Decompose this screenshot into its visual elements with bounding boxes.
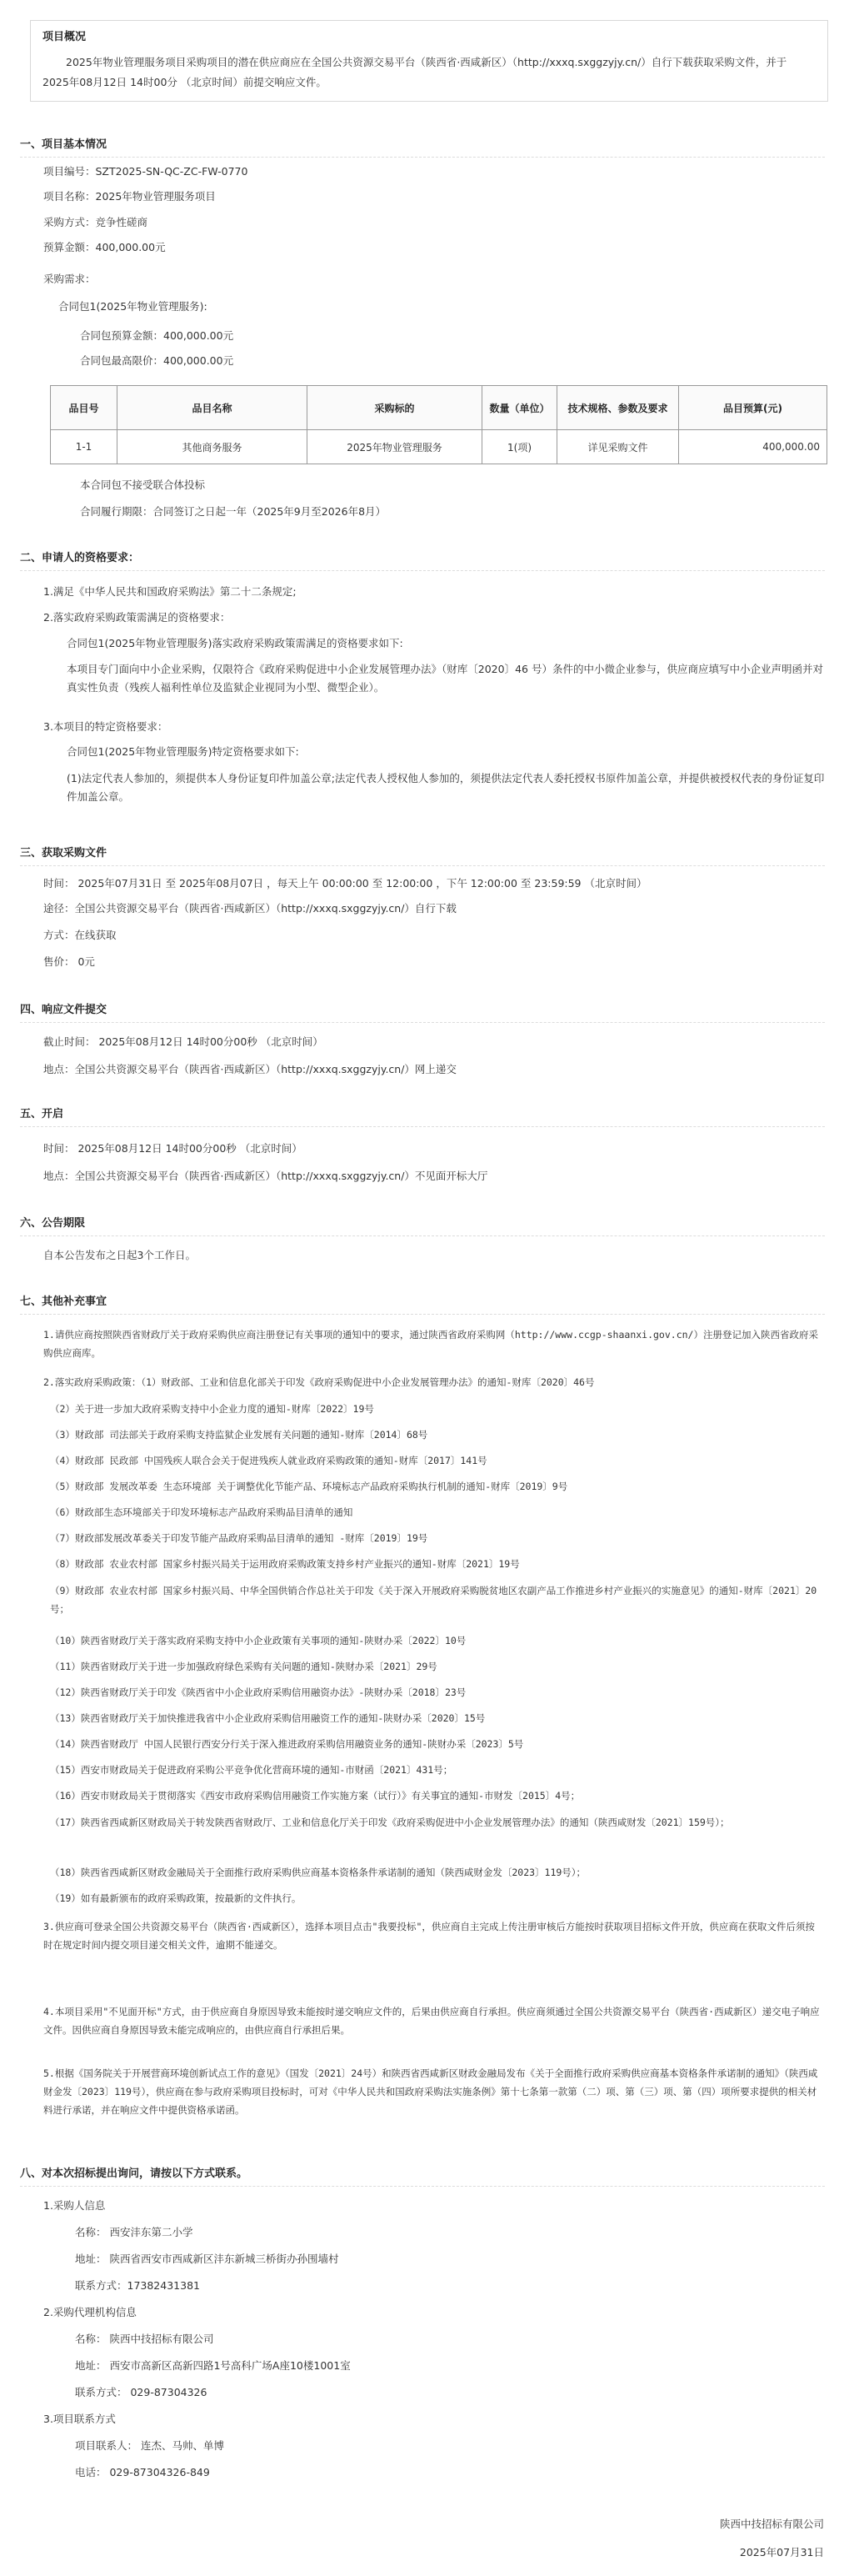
qualification-2: 2.落实政府采购政策需满足的资格要求：: [43, 611, 231, 624]
col-header-item-name: 品目名称: [117, 386, 307, 430]
opening-time: 时间： 2025年08月12日 14时00分00秒 （北京时间）: [43, 1142, 302, 1155]
obtain-way: 途径：全国公共资源交易平台（陕西省·西咸新区）（http://xxxq.sxggzyjy.cn/）自行下载: [43, 902, 457, 915]
supp-item-1: 1.请供应商按照陕西省财政厅关于政府采购供应商注册登记有关事项的通知中的要求，通过陕西省政府采购网（http://www.ccgp-shaanxi.gov.cn/）注册登记加入陕西省政府采购供应商库。: [43, 1329, 818, 1359]
section-submission-title: 四、响应文件提交: [20, 1004, 107, 1016]
table-header-row: [51, 386, 827, 430]
divider: [20, 865, 825, 866]
project-contact-people: 项目联系人： 连杰、马帅、单博: [75, 2439, 224, 2452]
divider: [20, 1314, 825, 1315]
lot-budget: 合同包预算金额：400,000.00元: [80, 329, 234, 342]
qualification-3: 3.本项目的特定资格要求：: [43, 720, 168, 733]
opening-place: 地点：全国公共资源交易平台（陕西省·西咸新区）（http://xxxq.sxggzyjy.cn/）不见面开标大厅: [43, 1170, 488, 1182]
lot-title: 合同包1(2025年物业管理服务):: [58, 300, 207, 313]
section-notice-period-title: 六、公告期限: [20, 1217, 86, 1230]
overview-text: 2025年物业管理服务项目采购项目的潜在供应商应在全国公共资源交易平台（陕西省·西咸新区）（http://xxxq.sxggzyjy.cn/）自行下载获取采购文件，并于 2025年08月12日 14时00分 （北京时间）前提交响应文件。: [42, 56, 787, 88]
signature-org: 陕西中技招标有限公司: [719, 2518, 824, 2530]
supp-policy-16: （16）西安市财政局关于贯彻落实《西安市政府采购信用融资工作实施方案（试行）》有关事宜的通知-市财发〔2015〕4号；: [50, 1790, 581, 1802]
lot-max-price: 合同包最高限价：400,000.00元: [80, 354, 234, 367]
no-consortium-note: 本合同包不接受联合体投标: [80, 479, 206, 491]
supp-policy-6: （6）财政部生态环境部关于印发环境标志产品政府采购品目清单的通知: [50, 1506, 353, 1518]
divider: [20, 157, 825, 158]
submission-place: 地点：全国公共资源交易平台（陕西省·西咸新区）（http://xxxq.sxggzyjy.cn/）网上递交: [43, 1063, 457, 1075]
cell-item-budget: 400,000.00: [679, 430, 827, 464]
submission-deadline: 截止时间： 2025年08月12日 14时00分00秒 （北京时间）: [43, 1035, 323, 1048]
supp-policy-14: （14）陕西省财政厅 中国人民银行西安分行关于深入推进政府采购信用融资业务的通知-陕财办采〔2023〕5号: [50, 1738, 524, 1750]
supp-item-3: 3.供应商可登录全国公共资源交易平台（陕西省·西咸新区），选择本项目点击"我要投标"，供应商自主完成上传注册审核后方能按时获取项目招标文件开放，供应商在获取文件后须按时在规定时间内提交项目递交相关文件，逾期不能递交。: [43, 1921, 815, 1951]
col-header-item-budget: 品目预算(元): [679, 386, 827, 430]
col-header-quantity: 数量（单位）: [482, 386, 557, 430]
purchaser-phone: 联系方式：17382431381: [75, 2279, 200, 2292]
divider: [20, 1235, 825, 1236]
overview-title: 项目概况: [42, 31, 87, 43]
supp-policy-12: （12）陕西省财政厅关于印发《陕西省中小企业政府采购信用融资办法》-陕财办采〔2018〕23号: [50, 1686, 467, 1698]
supp-policy-8: （8）财政部 农业农村部 国家乡村振兴局关于运用政府采购政策支持乡村产业振兴的通知-财库〔2021〕19号: [50, 1558, 520, 1570]
supp-policy-7: （7）财政部发展改革委关于印发节能产品政府采购品目清单的通知 -财库〔2019〕19号: [50, 1532, 428, 1544]
col-header-specs: 技术规格、参数及要求: [557, 386, 679, 430]
divider: [20, 2186, 825, 2187]
items-table: [50, 385, 827, 464]
section-basic-info-title: 一、项目基本情况: [20, 138, 107, 151]
project-number: 项目编号：SZT2025-SN-QC-ZC-FW-0770: [43, 165, 248, 178]
budget-amount: 预算金额：400,000.00元: [43, 241, 166, 253]
cell-quantity: 1(项): [482, 430, 557, 464]
table-row: [51, 430, 827, 464]
qualification-1: 1.满足《中华人民共和国政府采购法》第二十二条规定;: [43, 585, 297, 598]
cell-subject: 2025年物业管理服务: [307, 430, 482, 464]
supp-policy-4: （4）财政部 民政部 中国残疾人联合会关于促进残疾人就业政府采购政策的通知-财库〔2017〕141号: [50, 1455, 487, 1466]
project-contact-label: 3.项目联系方式: [43, 2413, 116, 2425]
cell-item-name: 其他商务服务: [117, 430, 307, 464]
divider: [20, 570, 825, 571]
obtain-price: 售价： 0元: [43, 955, 95, 968]
supp-policy-10: （10）陕西省财政厅关于落实政府采购支持中小企业政策有关事项的通知-陕财办采〔2022〕10号: [50, 1635, 467, 1646]
qualification-2-detail: 本项目专门面向中小企业采购，仅限符合《政府采购促进中小企业发展管理办法》（财库〔2020〕46 号）条件的中小微企业参与，供应商应填写中小企业声明函并对真实性负责（残疾人福利性单位及监狱企业视同为小型、微型企业）。: [67, 663, 823, 694]
supp-policy-9: （9）财政部 农业农村部 国家乡村振兴局、中华全国供销合作总社关于印发《关于深入开展政府采购脱贫地区农副产品工作推进乡村产业振兴的实施意见》的通知-财库〔2021〕20号；: [50, 1585, 817, 1615]
contract-period: 合同履行期限：合同签订之日起一年（2025年9月至2026年8月）: [80, 505, 387, 518]
section-supplementary-title: 七、其他补充事宜: [20, 1296, 107, 1308]
qualification-3-lot: 合同包1(2025年物业管理服务)特定资格要求如下:: [67, 745, 299, 758]
supp-policy-15: （15）西安市财政局关于促进政府采购公平竞争优化营商环境的通知-市财函〔2021〕431号；: [50, 1764, 453, 1776]
obtain-mode: 方式：在线获取: [43, 929, 117, 941]
supp-policy-2: （2）关于进一步加大政府采购支持中小企业力度的通知-财库〔2022〕19号: [50, 1403, 374, 1415]
obtain-time: 时间： 2025年07月31日 至 2025年08月07日 ，每天上午 00:00:00 至 12:00:00 ，下午 12:00:00 至 23:59:59 （北京时间）: [43, 877, 647, 890]
col-header-item-no: 品目号: [51, 386, 117, 430]
supp-policy-3: （3）财政部 司法部关于政府采购支持监狱企业发展有关问题的通知-财库〔2014〕68号: [50, 1429, 428, 1441]
purchaser-name: 名称： 西安沣东第二小学: [75, 2226, 193, 2238]
supp-item-4: 4.本项目采用"不见面开标"方式，由于供应商自身原因导致未能按时递交响应文件的，后果由供应商自行承担。供应商须通过全国公共资源交易平台（陕西省·西咸新区）递交电子响应文件。因供应商自身原因导致未能完成响应的，由供应商自行承担后果。: [43, 2006, 820, 2036]
supp-policy-17: （17）陕西省西咸新区财政局关于转发陕西省财政厅、工业和信息化厅关于印发《政府采购促进中小企业发展管理办法》的通知（陕西咸财发〔2021〕159号）；: [50, 1817, 730, 1828]
section-contact-title: 八、对本次招标提出询问，请按以下方式联系。: [20, 2168, 248, 2180]
purchaser-address: 地址： 陕西省西安市西咸新区沣东新城三桥街办孙围墙村: [75, 2253, 339, 2265]
cell-item-no: 1-1: [51, 430, 117, 464]
supp-policy-5: （5）财政部 发展改革委 生态环境部 关于调整优化节能产品、环境标志产品政府采购执行机制的通知-财库〔2019〕9号: [50, 1481, 568, 1492]
purchaser-info-label: 1.采购人信息: [43, 2199, 106, 2212]
divider: [20, 1022, 825, 1023]
project-name: 项目名称：2025年物业管理服务项目: [43, 190, 216, 203]
project-contact-phone: 电话： 029-87304326-849: [75, 2466, 210, 2478]
supp-policy-18: （18）陕西省西咸新区财政金融局关于全面推行政府采购供应商基本资格条件承诺制的通知（陕西咸财金发〔2023〕119号）；: [50, 1867, 587, 1878]
section-qualification-title: 二、申请人的资格要求：: [20, 552, 140, 564]
supp-policy-11: （11）陕西省财政厅关于进一步加强政府绿色采购有关问题的通知-陕财办采〔2021〕29号: [50, 1661, 437, 1672]
notice-period-text: 自本公告发布之日起3个工作日。: [43, 1249, 196, 1261]
supp-policy-19: （19）如有最新颁布的政府采购政策，按最新的文件执行。: [50, 1892, 302, 1904]
overview-box: [30, 20, 828, 102]
qualification-2-lot: 合同包1(2025年物业管理服务)落实政府采购政策需满足的资格要求如下:: [67, 637, 403, 649]
section-obtain-docs-title: 三、获取采购文件: [20, 847, 107, 860]
signature-date: 2025年07月31日: [739, 2546, 824, 2558]
agency-info-label: 2.采购代理机构信息: [43, 2306, 137, 2318]
section-opening-title: 五、开启: [20, 1108, 64, 1120]
divider: [20, 1126, 825, 1127]
agency-name: 名称： 陕西中技招标有限公司: [75, 2333, 214, 2345]
supp-item-5: 5.根据《国务院关于开展营商环境创新试点工作的意见》（国发〔2021〕24号）和陕西省西咸新区财政金融局发布《关于全面推行政府采购供应商基本资格条件承诺制的通知》（陕西咸财金发〔2023〕119号），供应商在参与政府采购项目投标时，可对《中华人民共和国政府采购法实施条例》第十七条第一款第（二）项、第（三）项、第（四）项所要求提供的相关材料进行承诺，并在响应文件中提供资格承诺函。: [43, 2067, 818, 2116]
cell-specs: 详见采购文件: [557, 430, 679, 464]
procurement-needs-label: 采购需求：: [43, 273, 96, 285]
agency-address: 地址： 西安市高新区高新四路1号高科广场A座10楼1001室: [75, 2359, 351, 2372]
agency-phone: 联系方式： 029-87304326: [75, 2386, 207, 2398]
col-header-subject: 采购标的: [307, 386, 482, 430]
qualification-3-detail: (1)法定代表人参加的，须提供本人身份证复印件加盖公章;法定代表人授权他人参加的，须提供法定代表人委托授权书原件加盖公章，并提供被授权代表的身份证复印件加盖公章。: [67, 772, 825, 803]
supp-policy-13: （13）陕西省财政厅关于加快推进我省中小企业政府采购信用融资工作的通知-陕财办采〔2020〕15号: [50, 1712, 486, 1724]
procurement-method: 采购方式：竞争性磋商: [43, 216, 148, 228]
supp-item-2: 2.落实政府采购政策：（1）财政部、工业和信息化部关于印发《政府采购促进中小企业发展管理办法》的通知-财库〔2020〕46号: [43, 1376, 595, 1388]
